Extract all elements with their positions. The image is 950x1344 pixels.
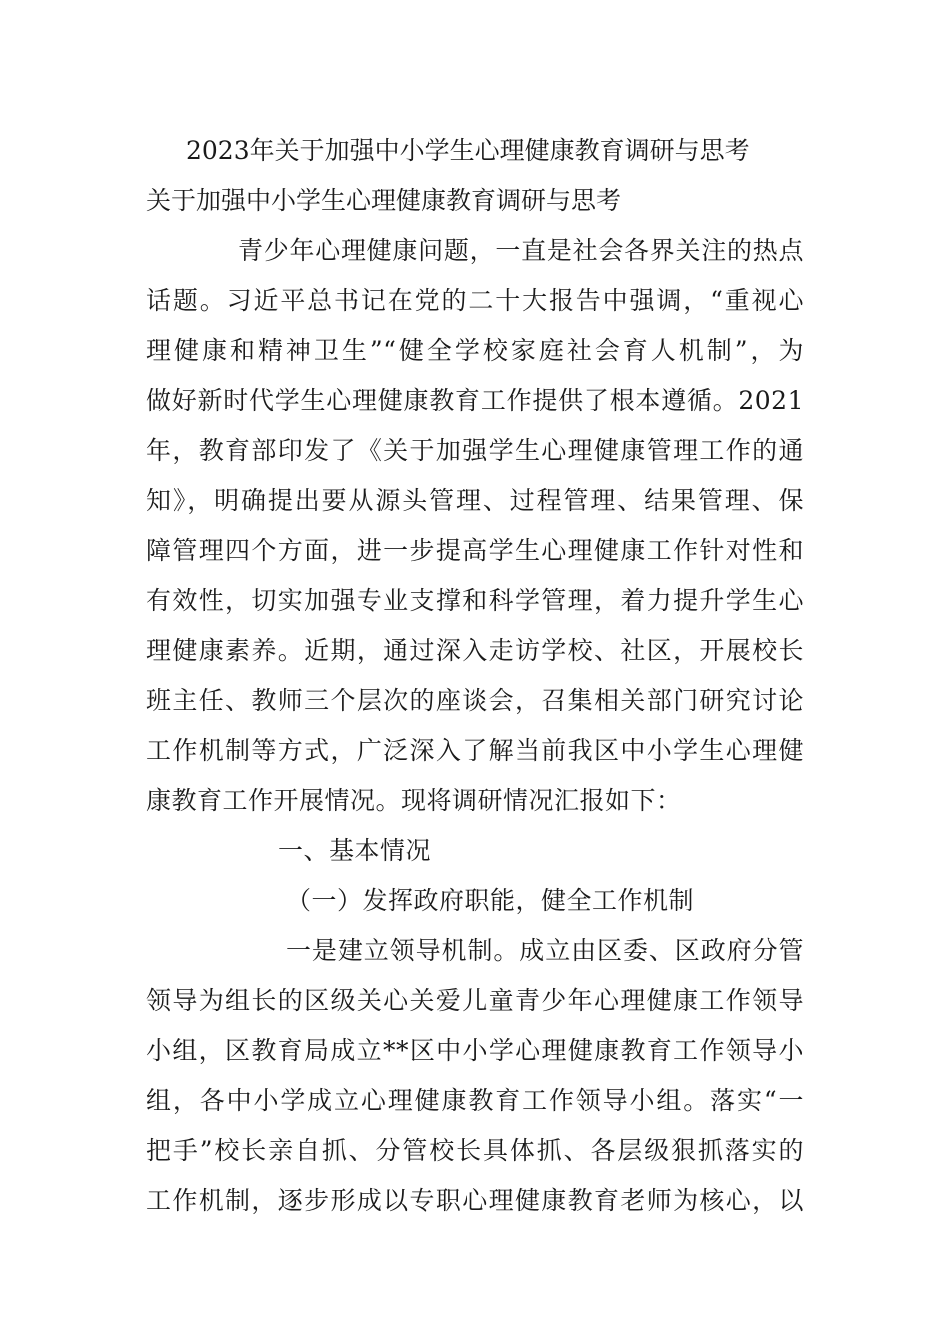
intro-line: 年，教育部印发了《关于加强学生心理健康管理工作的通 xyxy=(146,436,804,465)
document-subtitle: 关于加强中小学生心理健康教育调研与思考 xyxy=(146,186,622,215)
intro-line: 话题。习近平总书记在党的二十大报告中强调，“重视心 xyxy=(146,286,804,315)
intro-line: 理健康素养。近期，通过深入走访学校、社区，开展校长 xyxy=(146,636,804,665)
subsection-heading: （一）发挥政府职能，健全工作机制 xyxy=(286,886,695,915)
body-line: 工作机制，逐步形成以专职心理健康教育老师为核心，以 xyxy=(146,1186,804,1215)
intro-line: 做好新时代学生心理健康教育工作提供了根本遵循。2021 xyxy=(146,386,804,415)
body-line: 一是建立领导机制。成立由区委、区政府分管 xyxy=(286,936,804,965)
intro-line: 有效性，切实加强专业支撑和科学管理，着力提升学生心 xyxy=(146,586,804,615)
body-line: 领导为组长的区级关心关爱儿童青少年心理健康工作领导 xyxy=(146,986,804,1015)
intro-line: 班主任、教师三个层次的座谈会，召集相关部门研究讨论 xyxy=(146,686,804,715)
intro-line: 理健康和精神卫生”“健全学校家庭社会育人机制”，为 xyxy=(146,336,804,365)
body-line: 小组，区教育局成立**区中小学心理健康教育工作领导小 xyxy=(146,1036,804,1065)
intro-line: 知》，明确提出要从源头管理、过程管理、结果管理、保 xyxy=(146,486,804,515)
intro-line: 工作机制等方式，广泛深入了解当前我区中小学生心理健 xyxy=(146,736,804,765)
section-heading: 一、基本情况 xyxy=(278,836,432,865)
body-line: 把手”校长亲自抓、分管校长具体抓、各层级狠抓落实的 xyxy=(146,1136,804,1165)
intro-line: 障管理四个方面，进一步提高学生心理健康工作针对性和 xyxy=(146,536,804,565)
intro-line: 康教育工作开展情况。现将调研情况汇报如下： xyxy=(146,786,682,815)
intro-line: 青少年心理健康问题，一直是社会各界关注的热点 xyxy=(238,236,804,265)
body-line: 组，各中小学成立心理健康教育工作领导小组。落实“一 xyxy=(146,1086,804,1115)
document-title: 2023年关于加强中小学生心理健康教育调研与思考 xyxy=(186,136,750,165)
